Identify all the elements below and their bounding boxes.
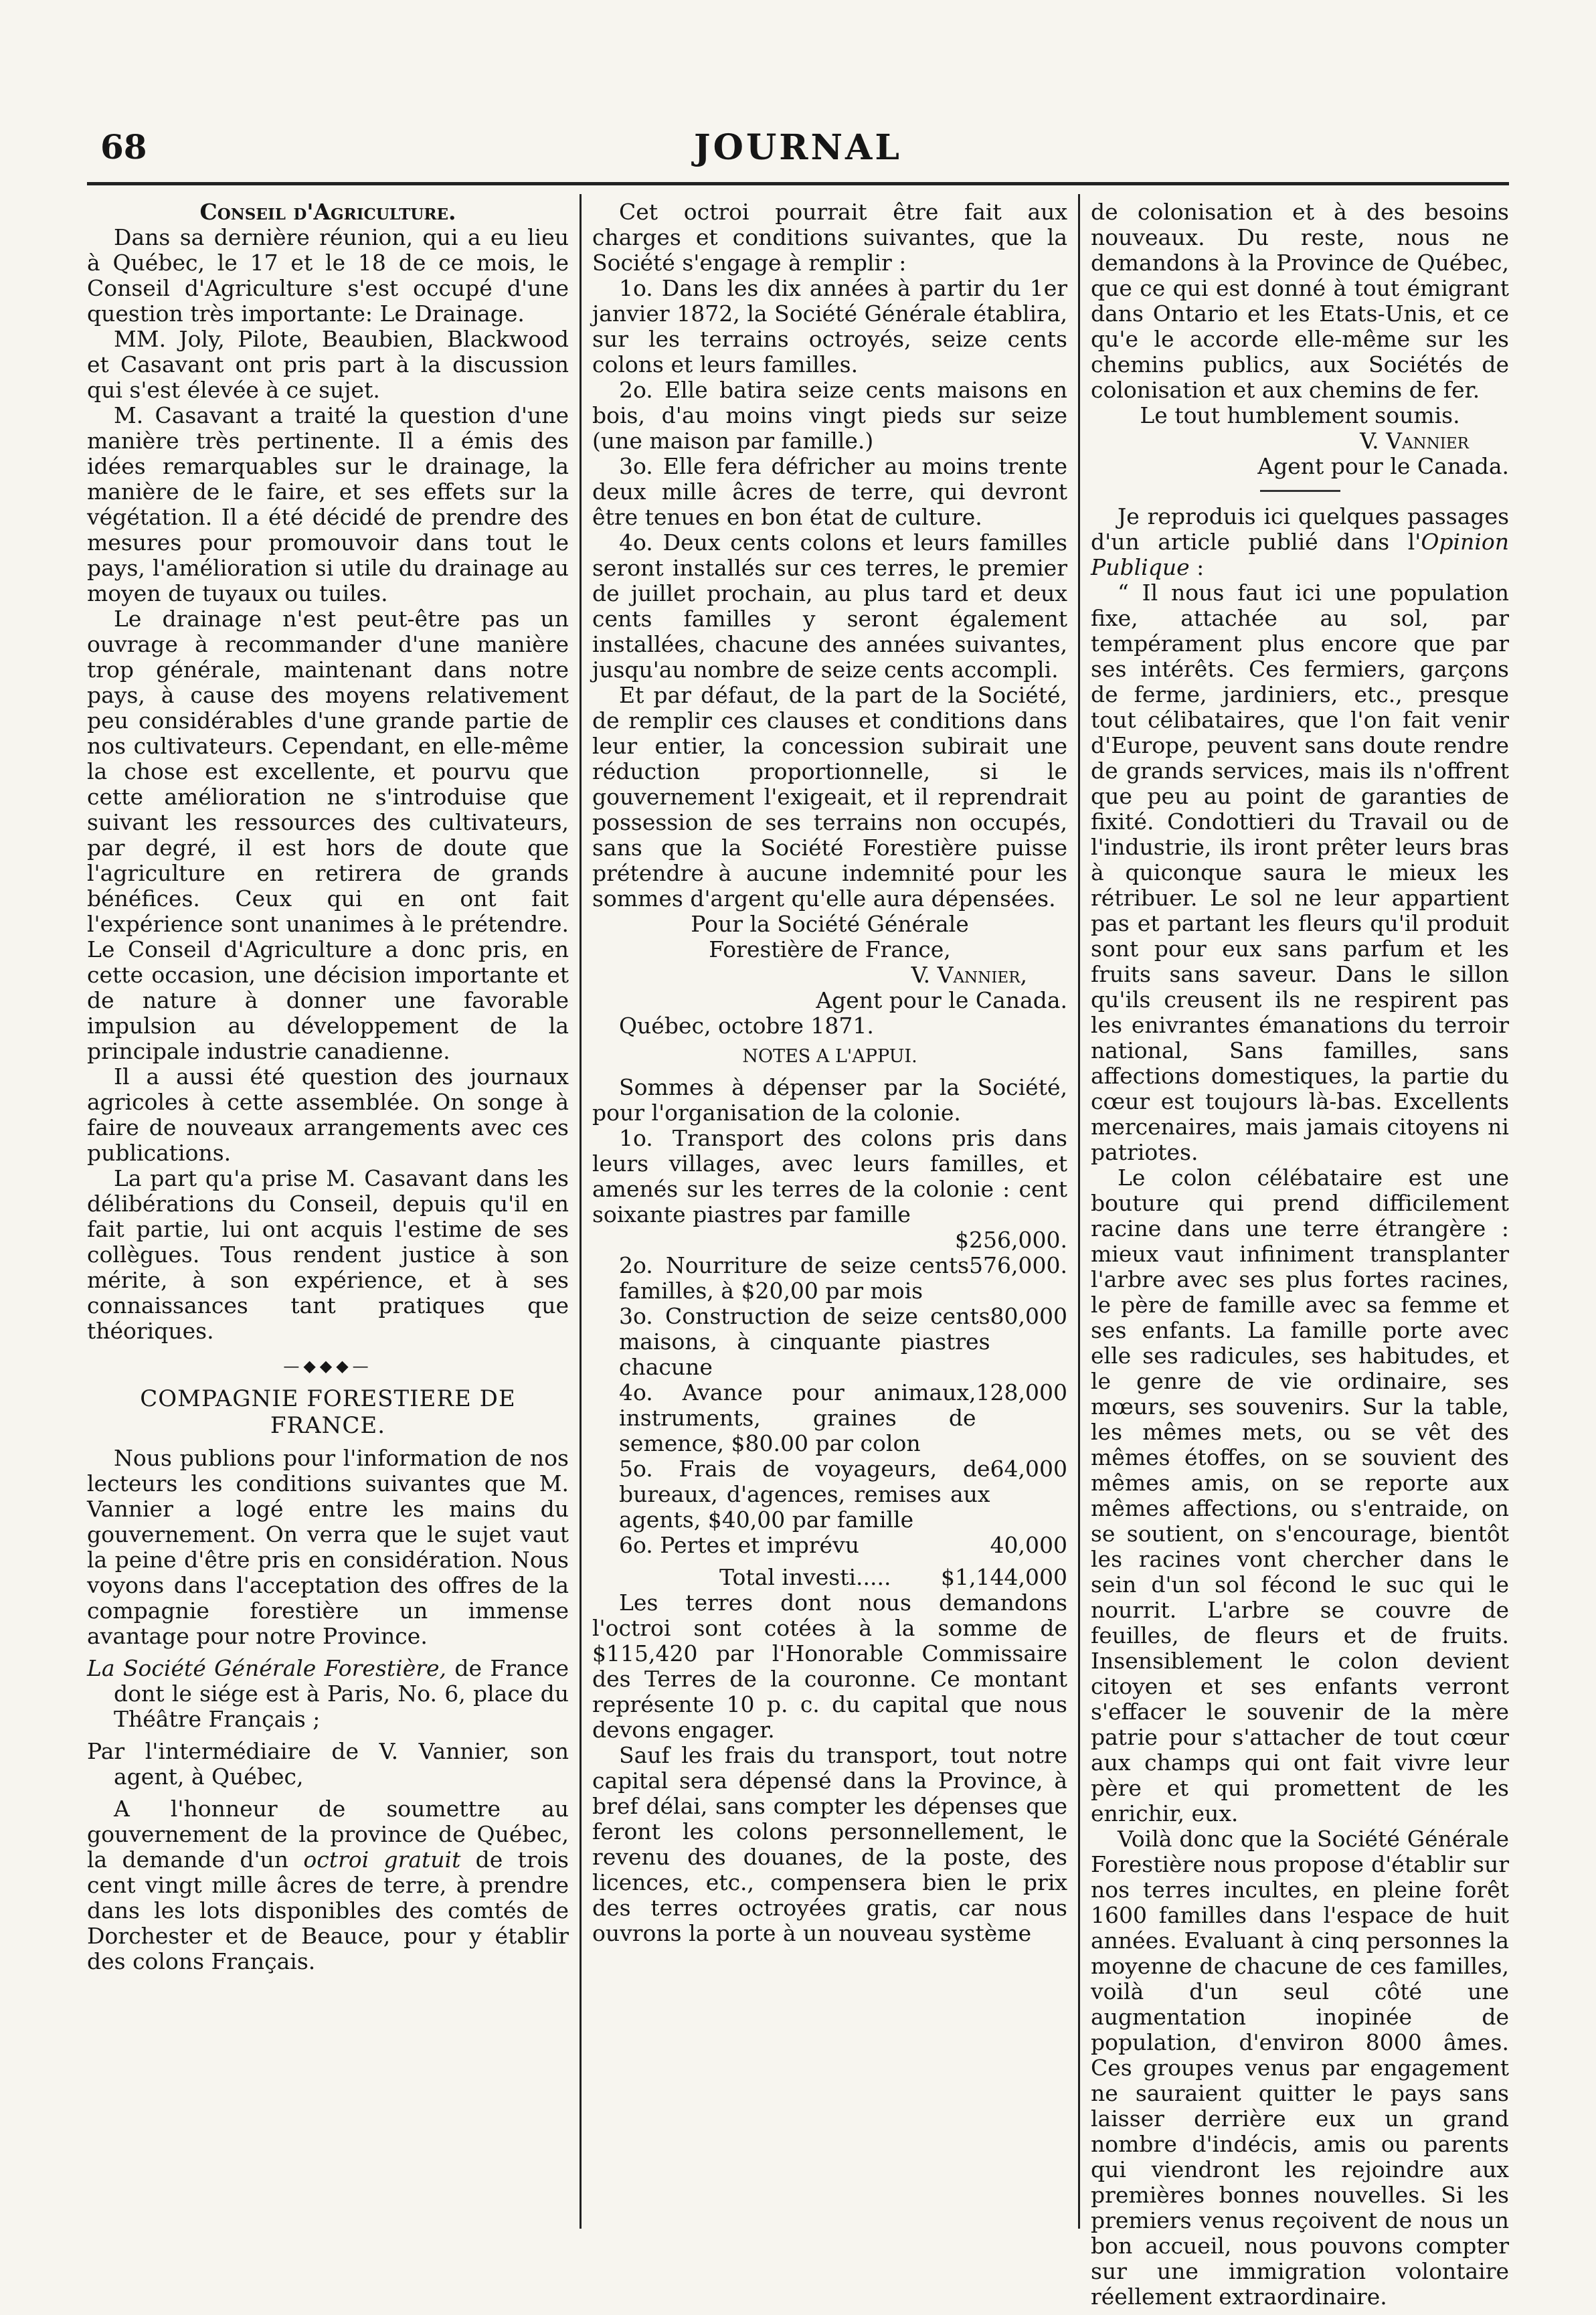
- paragraph: de colonisation et à des besoins nouveaux. Du reste, nous ne demandons à la Province de Québec, que ce qui est donné à tout émigrant dans Ontario et les Etats-Unis, et ce qu'e le accorde elle-même sur les chemins publics, aux Sociétés de colonisation et aux chemins de fer.: [1091, 199, 1509, 403]
- paragraph: MM. Joly, Pilote, Beaubien, Blackwood et Casavant ont pris part à la discussion qui s'est élevée à ce sujet.: [87, 326, 569, 403]
- signature-line: Le tout humblement soumis.: [1140, 402, 1460, 428]
- paragraph: “ Il nous faut ici une population fixe, attachée au sol, par tempérament plus encore que par ses intérêts. Ces fermiers, garçons de ferme, jardiniers, etc., presque tout célibataires, que l'on fait venir d'Europe, peuvent sans doute rendre de grands services, mais ils n'offrent que peu au point de garanties de fixité. Condottieri du Travail ou de l'industrie, ils iront prêter leurs bras à quiconque saura le mieux les rétribuer. Le sol ne leur appartient pas et partant les fleurs qu'il produit sont pour eux sans parfum et les fruits sans saveur. Dans le sillon qu'ils creusent ils ne respirent pas les enivrantes émanations du terroir national, Sans familles, sans affections domestiques, la partie du cœur est toujours là-bas. Excellents mercenaires, mais jamais citoyens ni patriotes.: [1091, 580, 1509, 1165]
- cost-item: 5o. Frais de voyageurs, de bureaux, d'agences, remises aux agents, $40,00 par famille 64,000: [619, 1456, 1067, 1533]
- cost-amount: 80,000: [990, 1303, 1067, 1329]
- column-rule-right: [1078, 194, 1080, 2229]
- paragraph: La part qu'a prise M. Casavant dans les délibérations du Conseil, depuis qu'il en fait partie, lui ont acquis l'estime de ses collègues. Tous rendent justice à son mérite, à son expérience, et à ses connaissances tant pratiques que théoriques.: [87, 1165, 569, 1344]
- cost-total: Total investi..... $1,144,000: [719, 1564, 1067, 1590]
- publication-title: Opinion Publique: [1091, 529, 1509, 580]
- signature-name: V. Vannier: [1360, 428, 1469, 454]
- section-rule: [1260, 490, 1340, 492]
- signature-line: Forestière de France,: [709, 936, 951, 962]
- societe-line: La Société Générale Forestière, de France dont le siége est à Paris, No. 6, place du Théâtre Français ;: [87, 1655, 569, 1732]
- column-1: [87, 199, 569, 2234]
- page-header: [87, 127, 1509, 187]
- cost-item: 6o. Pertes et imprévu 40,000: [619, 1532, 1067, 1558]
- cost-amount: 576,000.: [969, 1252, 1067, 1278]
- paragraph: Le drainage n'est peut-être pas un ouvrage à recommander d'une manière trop générale, maintenant dans notre pays, à cause des moyens relativement peu considérables d'une grande partie de nos cultivateurs. Cependant, en elle-même la chose est excellente, et pourvu que cette amélioration ne s'introduise que suivant les ressources des cultivateurs, par degré, il est hors de doute que l'agriculture en retirera de grands bénéfices. Ceux qui en ont fait l'expérience sont unanimes à le prétendre. Le Conseil d'Agriculture a donc pris, en cette occasion, une décision importante et de nature à donner une favorable impulsion au développement de la principale industrie canadienne.: [87, 606, 569, 1064]
- date-line: Québec, octobre 1871.: [619, 1013, 874, 1039]
- paragraph: 4o. Deux cents colons et leurs familles seront installés sur ces terres, le premier de juillet prochain, au plus tard et deux cents familles y seront également installées, chacune des années suivantes, jusqu'au nombre de seize cents accompli.: [592, 529, 1067, 683]
- signature-title: Agent pour le Canada.: [816, 987, 1067, 1013]
- paragraph: Je reproduis ici quelques passages d'un article publié dans l'Opinion Publique :: [1091, 503, 1509, 580]
- ornament-divider: —◆◆◆—: [283, 1357, 373, 1375]
- paragraph: Le colon célébataire est une bouture qui prend difficilement racine dans une terre étrangère : mieux vaut infiniment transplanter l'arbre avec ses plus fortes racines, le père de famille avec sa femme et ses enfants. La famille porte avec elle ses radicules, ses habitudes, et le genre de vie ordinaire, ses mœurs, ses souvenirs. Sur la table, les mêmes mets, ou se vêt des mêmes étoffes, on se souvient des mêmes amis, on se reporte aux mêmes affections, ou s'entraide, on se soutient, on s'encourage, bientôt les racines vont chercher dans le sein d'un sol fécond le suc qui le nourrit. L'arbre se couvre de feuilles, de fleurs et de fruits. Insensiblement le colon devient citoyen et ses enfants verront s'effacer le souvenir de la mère patrie pour s'attacher de tout cœur aux champs qui ont fait vivre leur père et qui promettent de les enrichir, eux.: [1091, 1165, 1509, 1826]
- paragraph: A l'honneur de soumettre au gouvernement de la province de Québec, la demande d'un octroi gratuit de trois cent vingt mille âcres de terre, à prendre dans les lots disponibles des comtés de Dorchester et de Beauce, pour y établir des colons Français.: [87, 1796, 569, 1974]
- page-number: 68: [100, 127, 147, 167]
- paragraph: 3o. Elle fera défricher au moins trente deux mille âcres de terre, qui devront être tenues en bon état de culture.: [592, 453, 1067, 530]
- article-heading-conseil: Conseil d'Agriculture.: [199, 199, 456, 225]
- paragraph: Il a aussi été question des journaux agricoles à cette assemblée. On songe à faire de nouveaux arrangements avec ces publications.: [87, 1063, 569, 1166]
- cost-item: 1o. Transport des colons pris dans leurs villages, avec leurs familles, et amenés sur les terres de la colonie : cent soixante piastres par famille: [592, 1125, 1067, 1227]
- paragraph: 1o. Dans les dix années à partir du 1er janvier 1872, la Société Générale établira, sur les terrains octroyés, seize cents colons et leurs familles.: [592, 275, 1067, 377]
- signature-line: Pour la Société Générale: [691, 911, 969, 937]
- paragraph: Voilà donc que la Société Générale Forestière nous propose d'établir sur nos terres incultes, en pleine forêt 1600 familles dans l'espace de huit années. Evaluant à cinq personnes la moyenne de chacune de ces familles, voilà d'un seul côté une augmentation inopinée de population, d'environ 8000 âmes. Ces groupes venus par engagement ne sauraient quitter le pays sans laisser derrière eux un grand nombre d'indécis, amis ou parents qui viendront les rejoindre aux premières bonnes nouvelles. Si les premiers venus reçoivent de nous un bon accueil, nous pouvons compter sur une immigration volontaire réellement extraordinaire.: [1091, 1826, 1509, 2310]
- paragraph: Dans sa dernière réunion, qui a eu lieu à Québec, le 17 et le 18 de ce mois, le Conseil d'Agriculture s'est occupé d'une question très importante: Le Drainage.: [87, 224, 569, 327]
- paragraph: 2o. Elle batira seize cents maisons en bois, d'au moins vingt pieds sur seize (une maison par famille.): [592, 377, 1067, 454]
- signature-title: Agent pour le Canada.: [1257, 453, 1509, 479]
- column-3: [1091, 199, 1509, 2310]
- column-2: [592, 199, 1067, 2234]
- paragraph: Sommes à dépenser par la Société, pour l'organisation de la colonie.: [592, 1074, 1067, 1126]
- octroi-term: octroi gratuit: [303, 1847, 461, 1873]
- societe-name: La Société Générale Forestière,: [87, 1655, 447, 1681]
- cost-amount: 40,000: [990, 1532, 1067, 1558]
- column-rule-left: [580, 194, 582, 2229]
- header-rule: [87, 182, 1509, 185]
- running-title: JOURNAL: [694, 127, 902, 168]
- vannier-line: Par l'intermédiaire de V. Vannier, son agent, à Québec,: [87, 1738, 569, 1790]
- paragraph: Sauf les frais du transport, tout notre capital sera dépensé dans la Province, à bref délai, sans compter les dépenses que feront les colons personnellement, le revenu des douanes, de la poste, des licences, etc., compensera bien le prix des terres octroyées gratis, car nous ouvrons la porte à un nouveau système: [592, 1742, 1067, 1946]
- cost-amount: 64,000: [990, 1456, 1067, 1482]
- cost-amount: 128,000: [976, 1379, 1067, 1405]
- paragraph: Nous publions pour l'information de nos lecteurs les conditions suivantes que M. Vannier a logé entre les mains du gouvernement. On verra que le sujet vaut la peine d'être pris en considération. Nous voyons dans l'acceptation des offres de la compagnie forestière un immense avantage pour notre Province.: [87, 1445, 569, 1649]
- cost-item: 4o. Avance pour animaux, instruments, graines de semence, $80.00 par colon 128,000: [619, 1379, 1067, 1456]
- notes-heading: NOTES A L'APPUI.: [742, 1046, 917, 1067]
- paragraph: Cet octroi pourrait être fait aux charges et conditions suivantes, que la Société s'engage à remplir :: [592, 199, 1067, 276]
- cost-item: 2o. Nourriture de seize cents familles, à $20,00 par mois 576,000.: [619, 1252, 1067, 1304]
- article-heading-compagnie: COMPAGNIE FORESTIERE DE FRANCE.: [140, 1385, 516, 1439]
- paragraph: Les terres dont nous demandons l'octroi sont cotées à la somme de $115,420 par l'Honorable Commissaire des Terres de la couronne. Ce montant représente 10 p. c. du capital que nous devons engager.: [592, 1590, 1067, 1743]
- paragraph: Et par défaut, de la part de la Société, de remplir ces clauses et conditions dans leur entier, la concession subirait une réduction proportionnelle, si le gouvernement l'exigeait, et il reprendrait possession de ses terrains non occupés, sans que la Société Forestière puisse prétendre à aucune indemnité pour les sommes d'argent qu'elle aura dépensées.: [592, 682, 1067, 912]
- total-amount: $1,144,000: [941, 1564, 1067, 1590]
- paragraph: M. Casavant a traité la question d'une manière très pertinente. Il a émis des idées remarquables sur le drainage, la manière de le faire, et ses effets sur la végétation. Il a été décidé de prendre des mesures pour promouvoir dans tout le pays, l'amélioration si utile du drainage au moyen de tuyaux ou tuiles.: [87, 402, 569, 606]
- signature-name: V. Vannier,: [911, 962, 1027, 988]
- cost-amount: $256,000.: [955, 1227, 1067, 1253]
- cost-item: 3o. Construction de seize cents maisons, à cinquante piastres chacune 80,000: [619, 1303, 1067, 1380]
